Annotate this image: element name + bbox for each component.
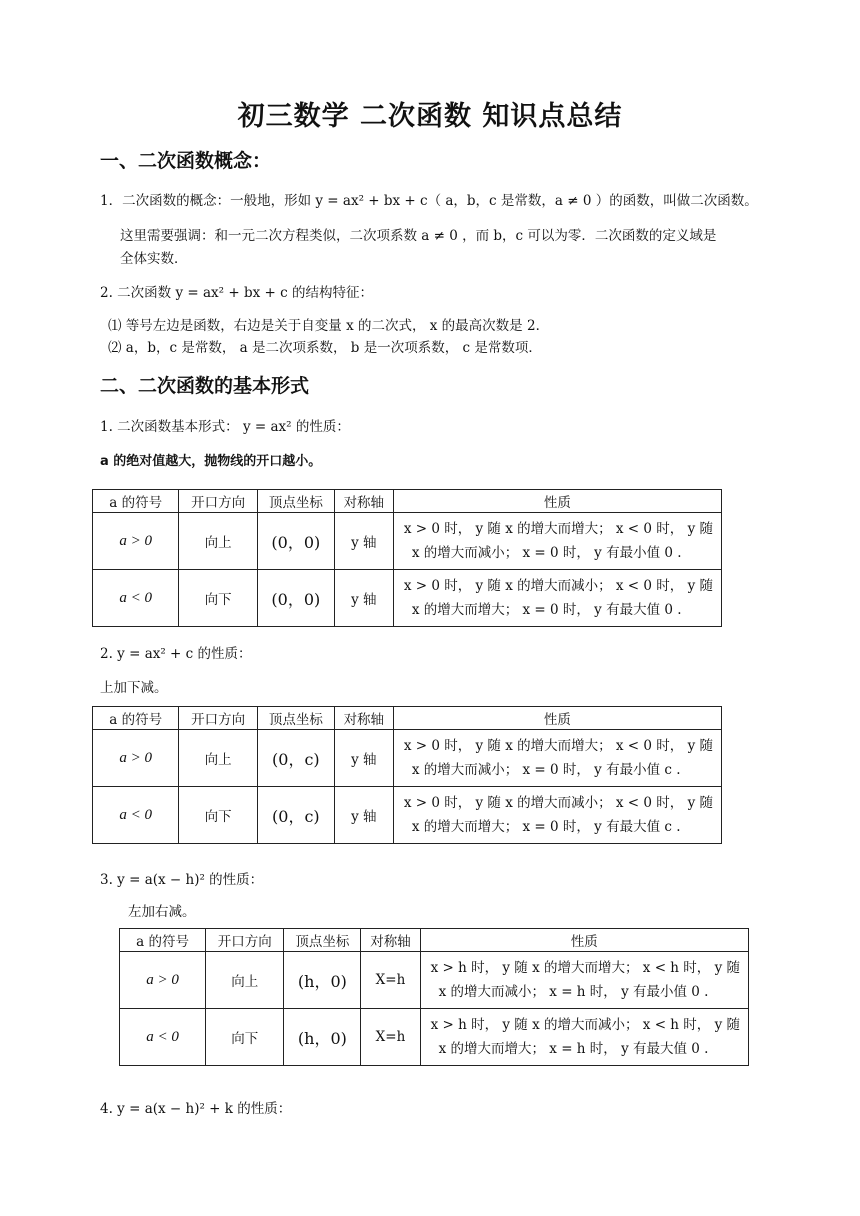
form2-note: 上加下减。 (100, 680, 168, 696)
section-heading-forms: 二、二次函数的基本形式 (100, 375, 310, 397)
property-line-2: x 的增大而增大； x = h 时， y 有最大值 0 . (438, 1041, 709, 1057)
header-property: 性质 (393, 707, 721, 730)
form1-label: 1. 二次函数基本形式： y = ax² 的性质： (100, 419, 350, 435)
cell-direction: 向上 (179, 730, 258, 787)
property-line-1: x > h 时， y 随 x 的增大而增大； x < h 时， y 随 (430, 960, 740, 976)
cell-property (420, 952, 748, 1009)
property-table-3 (119, 928, 749, 1066)
cell-axis: y 轴 (334, 787, 393, 844)
cell-property (393, 570, 721, 627)
structure-item-2: ⑵ a，b，c 是常数， a 是二次项系数， b 是一次项系数， c 是常数项． (108, 340, 542, 356)
cell-sign: a < 0 (93, 570, 179, 627)
cell-direction: 向下 (206, 1009, 284, 1066)
cell-direction: 向下 (179, 570, 258, 627)
cell-axis: X=h (361, 1009, 420, 1066)
property-line-1: x > 0 时， y 随 x 的增大而增大； x < 0 时， y 随 (403, 738, 713, 754)
cell-sign: a > 0 (120, 952, 206, 1009)
structure-item-1: ⑴ 等号左边是函数，右边是关于自变量 x 的二次式， x 的最高次数是 2． (108, 318, 550, 334)
header-sign: a 的符号 (120, 929, 206, 952)
header-property: 性质 (393, 490, 721, 513)
cell-vertex: (0，c) (257, 787, 334, 844)
property-table-2 (92, 706, 722, 844)
header-direction: 开口方向 (179, 490, 258, 513)
page-title: 初三数学 二次函数 知识点总结 (237, 101, 623, 132)
form2-label: 2. y = ax² + c 的性质： (100, 646, 252, 662)
property-line-2: x 的增大而减小； x = h 时， y 有最小值 0 . (438, 984, 709, 1000)
property-line-2: x 的增大而减小； x = 0 时， y 有最小值 c . (411, 762, 681, 778)
header-axis: 对称轴 (361, 929, 420, 952)
cell-vertex: (h，0) (284, 1009, 361, 1066)
form3-label: 3. y = a(x − h)² 的性质： (100, 872, 264, 888)
header-direction: 开口方向 (206, 929, 284, 952)
concept-emphasis-cont: 全体实数． (120, 251, 188, 267)
cell-direction: 向下 (179, 787, 258, 844)
cell-sign: a < 0 (120, 1009, 206, 1066)
cell-axis: y 轴 (334, 570, 393, 627)
concept-definition: 1．二次函数的概念：一般地，形如 y = ax² + bx + c（ a，b，c 是常数，a ≠ 0 ）的函数，叫做二次函数。 (100, 193, 758, 209)
cell-direction: 向上 (206, 952, 284, 1009)
cell-sign: a > 0 (93, 730, 179, 787)
table-row (93, 787, 722, 844)
cell-vertex: (0，0) (257, 513, 334, 570)
form4-label: 4. y = a(x − h)² + k 的性质： (100, 1101, 292, 1117)
table-row (93, 513, 722, 570)
cell-axis: y 轴 (334, 513, 393, 570)
header-sign: a 的符号 (93, 707, 179, 730)
cell-sign: a > 0 (93, 513, 179, 570)
table-row (120, 1009, 749, 1066)
property-line-1: x > 0 时， y 随 x 的增大而减小； x < 0 时， y 随 (403, 578, 713, 594)
property-table-1 (92, 489, 722, 627)
cell-vertex: (0，c) (257, 730, 334, 787)
table-header-row (120, 929, 749, 952)
header-vertex: 顶点坐标 (284, 929, 361, 952)
cell-property (393, 730, 721, 787)
cell-property (393, 513, 721, 570)
property-line-1: x > 0 时， y 随 x 的增大而增大； x < 0 时， y 随 (403, 521, 713, 537)
property-line-2: x 的增大而增大； x = 0 时， y 有最大值 0 . (411, 602, 682, 618)
property-line-2: x 的增大而减小； x = 0 时， y 有最小值 0 . (411, 545, 682, 561)
header-direction: 开口方向 (179, 707, 258, 730)
table-row (93, 570, 722, 627)
header-property: 性质 (420, 929, 748, 952)
header-vertex: 顶点坐标 (257, 490, 334, 513)
header-axis: 对称轴 (334, 490, 393, 513)
structure-label: 2. 二次函数 y = ax² + bx + c 的结构特征： (100, 285, 373, 301)
header-vertex: 顶点坐标 (257, 707, 334, 730)
cell-direction: 向上 (179, 513, 258, 570)
form3-note: 左加右减。 (128, 904, 196, 920)
section-heading-concept: 一、二次函数概念： (100, 150, 272, 172)
cell-sign: a < 0 (93, 787, 179, 844)
table-row (120, 952, 749, 1009)
form1-note: a 的绝对值越大，抛物线的开口越小。 (100, 454, 322, 469)
cell-property (393, 787, 721, 844)
property-line-2: x 的增大而增大； x = 0 时， y 有最大值 c . (411, 819, 681, 835)
concept-emphasis: 这里需要强调：和一元二次方程类似，二次项系数 a ≠ 0 ，而 b，c 可以为零．二次函数的定义域是 (120, 228, 717, 244)
property-line-1: x > h 时， y 随 x 的增大而减小； x < h 时， y 随 (430, 1017, 740, 1033)
cell-vertex: (0，0) (257, 570, 334, 627)
table-row (93, 730, 722, 787)
header-axis: 对称轴 (334, 707, 393, 730)
cell-vertex: (h，0) (284, 952, 361, 1009)
cell-property (420, 1009, 748, 1066)
table-header-row (93, 490, 722, 513)
table-header-row (93, 707, 722, 730)
cell-axis: y 轴 (334, 730, 393, 787)
header-sign: a 的符号 (93, 490, 179, 513)
property-line-1: x > 0 时， y 随 x 的增大而减小； x < 0 时， y 随 (403, 795, 713, 811)
cell-axis: X=h (361, 952, 420, 1009)
